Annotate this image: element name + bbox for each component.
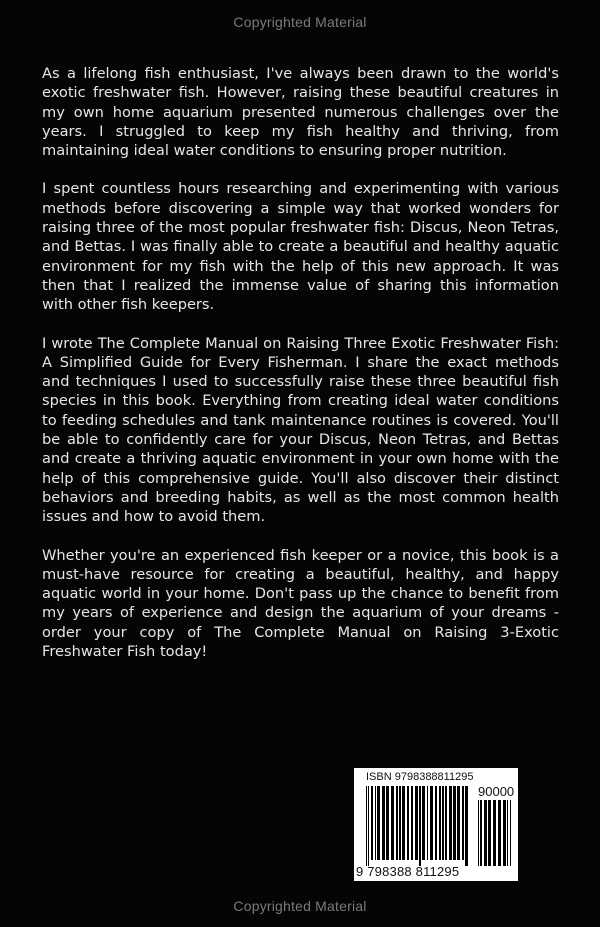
barcode-bar [375,786,376,860]
barcode-bar [396,786,398,860]
barcode-bar [462,786,464,860]
barcode-bar [386,786,389,860]
barcode-bar [371,786,373,860]
paragraph-1: As a lifelong fish enthusiast, I've always been drawn to the world's exotic freshwater fish. However, raising these beautiful creatures in my own home aquarium presented numerous challenges over the years. I struggled to keep my fish healthy and thriving, from maintaining ideal water conditions to ensuring proper nutrition. [42,65,559,160]
barcode-bar [368,786,369,866]
barcode-bar [435,786,437,860]
watermark-top: Copyrighted Material [233,14,367,30]
barcode-bar [427,786,428,860]
paragraph-3: I wrote The Complete Manual on Raising Three Exotic Freshwater Fish: A Simplified Guide for Every Fisherman. I share the exact methods and techniques I used to successfully raise these three beautiful fish species in this book. Everything from creating ideal water conditions to feeding schedules and tank maintenance routines is covered. You'll be able to confidently care for your Discus, Neon Tetras, and Bettas and create a thriving aquatic environment in your own home with the help of this comprehensive guide. You'll also discover their distinct behaviors and breeding habits, as well as the most common health issues and how to avoid them. [42,334,559,526]
book-description [42,64,559,680]
barcode-bar [411,786,413,860]
isbn-digits: 9 798388 811295 [356,864,460,879]
isbn-label: ISBN 9798388811295 [366,771,474,783]
barcode-bar [366,786,367,866]
barcode-bar [484,800,487,866]
barcode-bar [465,786,468,866]
barcode-bar [402,786,405,860]
barcode-bar [510,800,511,866]
paragraph-4: Whether you're an experienced fish keeper or a novice, this book is a must-have resource for creating a beautiful, healthy, and happy aquatic world in your home. Don't pass up the chance to benefit from my years of experience and design the aquarium of your dreams - order your copy of The Complete Manual on Raising 3-Exotic Freshwater Fish today! [42,546,559,661]
barcode-bar [445,786,447,860]
barcode-bar [439,786,441,860]
barcode-bars-price [478,800,514,866]
barcode-bar [507,800,508,866]
barcode-bar [498,800,501,866]
barcode-bar [399,786,401,860]
barcode-bar [453,786,456,860]
barcode-bar [407,786,409,860]
barcode-bar [430,786,433,860]
watermark-bottom: Copyrighted Material [233,898,367,914]
barcode-bar [422,786,425,860]
barcode-bar [478,800,479,866]
barcode-bar [442,786,444,860]
barcode-bar [415,786,418,860]
barcode-bar [449,786,452,860]
paragraph-2: I spent countless hours researching and experimenting with various methods before discovering a simple way that worked wonders for raising three of the most popular freshwater fish: Discus, Neon Tetras, and Bettas. I was finally able to create a beautiful and healthy aquatic environment for my fish with the help of this new approach. It was then that I realized the immense value of sharing this information with other fish keepers. [42,180,559,314]
barcode-bar [493,800,496,866]
barcode-bars-main [366,786,470,866]
price-code: 90000 [478,784,515,799]
barcode-bar [503,800,506,866]
barcode-bar [377,786,380,860]
barcode-bar [457,786,460,860]
isbn-barcode [354,768,518,881]
barcode-bar [480,800,482,866]
barcode-bar [382,786,385,860]
barcode-bar [419,786,421,866]
barcode-bar [488,800,491,866]
barcode-bar [391,786,394,860]
